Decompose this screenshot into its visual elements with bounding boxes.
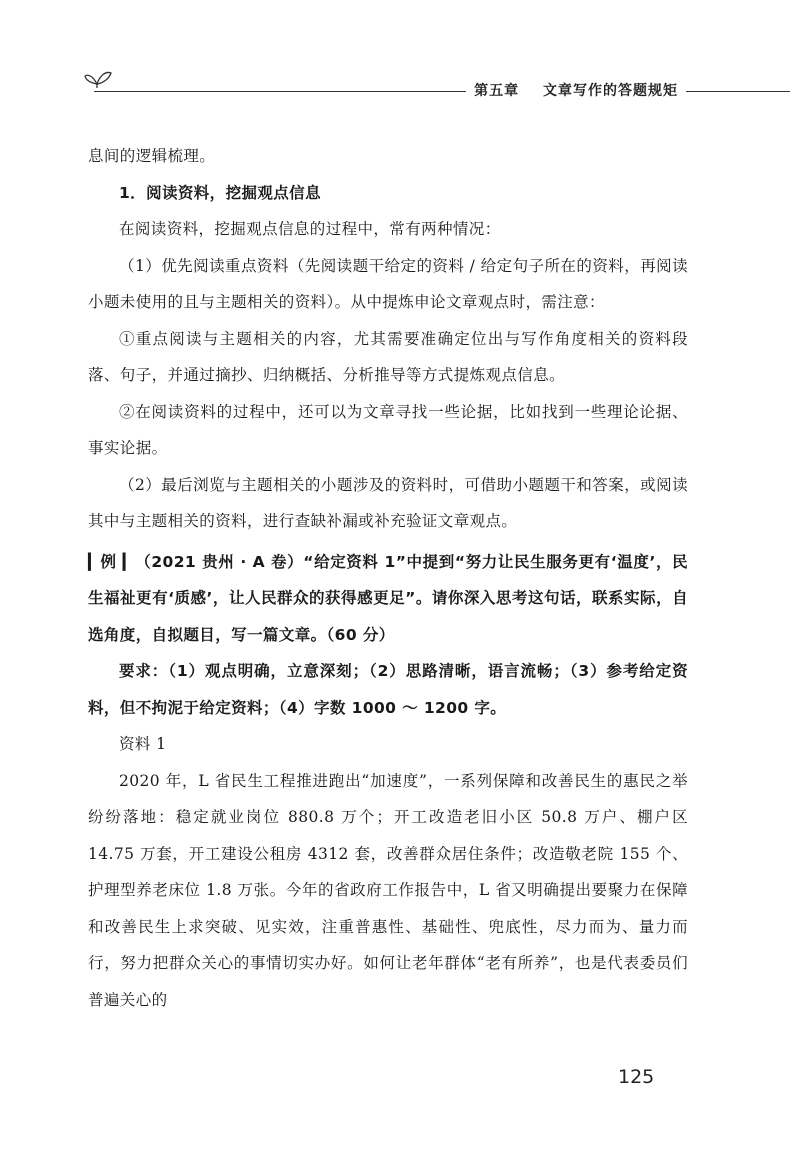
section-heading: 1．阅读资料，挖掘观点信息 — [119, 183, 321, 202]
paragraph: ②在阅读资料的过程中，还可以为文章寻找一些论据，比如找到一些理论论据、事实论据。 — [88, 402, 688, 457]
paragraph: （2）最后浏览与主题相关的小题涉及的资料时，可借助小题题干和答案，或阅读其中与主题相关的资料，进行查缺补漏或补充验证文章观点。 — [88, 475, 688, 530]
header-text — [466, 80, 686, 100]
paragraph: （1）优先阅读重点资料（先阅读题干给定的资料 / 给定句子所在的资料，再阅读小题未使用的且与主题相关的资料）。从中提炼申论文章观点时，需注意： — [88, 256, 688, 311]
running-header — [84, 64, 790, 104]
leaf-icon — [84, 64, 112, 88]
paragraph: 在阅读资料，挖掘观点信息的过程中，常有两种情况： — [119, 220, 501, 238]
paragraph: 息间的逻辑梳理。 — [88, 147, 216, 165]
paragraph: ①重点阅读与主题相关的内容，尤其需要准确定位出与写作角度相关的资料段落、句子，并通过摘抄、归纳概括、分析推导等方式提炼观点信息。 — [88, 329, 688, 384]
page-content — [88, 138, 688, 1018]
example-label: ▎例 ▎ — [88, 552, 135, 571]
example-text: （2021 贵州 · A 卷）“给定资料 1”中提到“努力让民生服务更有‘温度’，民生福祉更有‘质感’，让人民群众的获得感更足”。请你深入思考这句话，联系实际，自选角度，自拟题目，写一篇文章。（60 分） — [88, 552, 688, 644]
material-label: 资料 1 — [119, 735, 167, 753]
chapter-label: 第五章 — [474, 83, 520, 99]
example-question — [88, 544, 688, 654]
requirements: 要求：（1）观点明确，立意深刻；（2）思路清晰，语言流畅；（3）参考给定资料，但不拘泥于给定资料；（4）字数 1000 ～ 1200 字。 — [88, 662, 688, 717]
chapter-title: 文章写作的答题规矩 — [543, 83, 678, 99]
material-text: 2020 年，L 省民生工程推进跑出“加速度”，一系列保障和改善民生的惠民之举纷纷落地：稳定就业岗位 880.8 万个；开工改造老旧小区 50.8 万户、棚户区 14.75 万套，开工建设公租房 4312 套，改善群众居住条件；改造敬老院 155 个、护理型养老床位 1.8 万张。今年的省政府工作报告中，L 省又明确提出要聚力在保障和改善民生上求突破、见实效，注重普惠性、基础性、兜底性，尽力而为、量力而行，努力把群众关心的事情切实办好。如何让老年群体“老有所养”，也是代表委员们普遍关心的 — [88, 771, 688, 1009]
page-number: 125 — [618, 1066, 655, 1088]
